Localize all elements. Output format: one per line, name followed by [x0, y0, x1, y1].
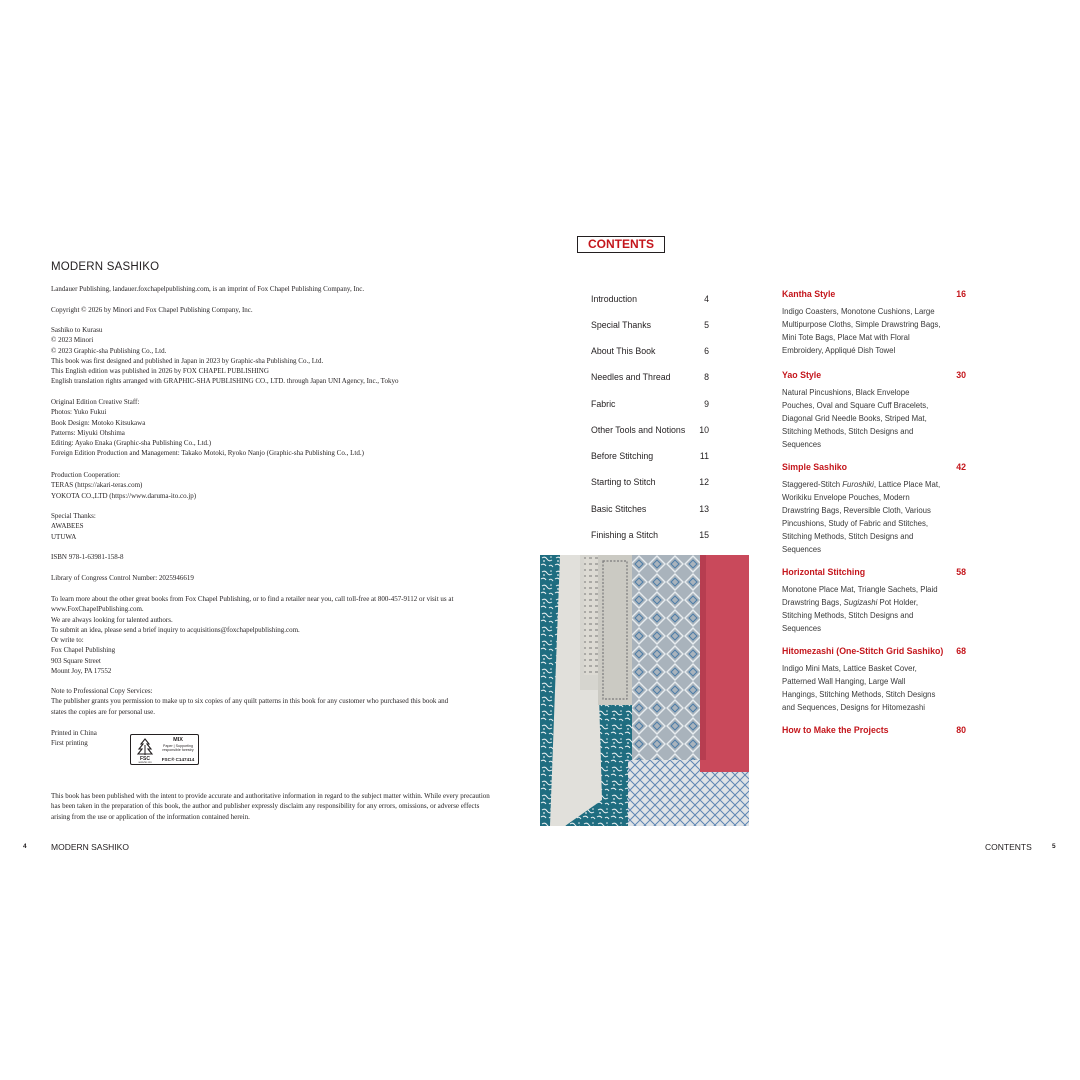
- original-edition-block: Sashiko to Kurasu © 2023 Minori © 2023 Graphic-sha Publishing Co., Ltd. This book was first designed and published in Japan in 2023 by Graphic-sha Publishing Co., Ltd. This English edition was published in 2026 by FOX CHAPEL PUBLISHING English translation rights arranged with GRAPHIC-SHA PUBLISHING CO., LTD. through Japan UNI Agency, Inc., Tokyo: [51, 326, 399, 386]
- section-title: Simple Sashiko: [782, 462, 848, 472]
- section-description: Indigo Mini Mats, Lattice Basket Cover, Patterned Wall Hanging, Large Wall Hangings, Stitching Methods, Stitch Designs and Sequences, Designs for Hitomezashi: [782, 664, 936, 712]
- toc-entry: Needles and Thread 8: [591, 372, 709, 382]
- staff-block: Original Edition Creative Staff: Photos: Yuko Fukui Book Design: Motoko Kitsukawa Patterns: Miyuki Ohshima Editing: Ayako Enaka (Graphic-sha Publishing Co., Ltd.) Foreign Edition Production and Management: Takako Motoki, Ryoko Nanjo (Graphic-sha Publishing Co., Ltd.): [51, 398, 364, 458]
- toc-entry: Finishing a Stitch 15: [591, 530, 709, 540]
- toc-section-horizontal-stitching: [782, 567, 966, 635]
- section-description: Staggered-Stitch Furoshiki, Lattice Place Mat, Worikiku Envelope Pouches, Modern Drawstring Bags, Reversible Cloth, Various Pincushions, Study of Fabric and Stitches, Stitching Methods, Stitch Designs and Sequences: [782, 480, 941, 554]
- fsc-logo: [130, 734, 199, 765]
- toc-entry: Introduction 4: [591, 294, 709, 304]
- section-description: Monotone Place Mat, Triangle Sachets, Plaid Drawstring Bags, Sugizashi Pot Holder, Stitching Methods, Stitch Designs and Sequences: [782, 585, 938, 633]
- section-page: 42: [956, 462, 966, 472]
- copyright-line: Copyright © 2026 by Minori and Fox Chapel Publishing Company, Inc.: [51, 306, 253, 314]
- section-title: Horizontal Stitching: [782, 567, 866, 577]
- copy-services-block: Note to Professional Copy Services: The publisher grants you permission to make up to six copies of any quilt patterns in this book for any customer who purchased this book and states the copies are for personal use.: [51, 687, 449, 716]
- disclaimer: This book has been published with the intent to provide accurate and authoritative information in regard to the subject matter within. While every precaution has been taken in the preparation of this book, the author and publisher expressly disclaim any responsibility for any errors, omissions, or adverse effects arising from the use or application of the information contained herein.: [51, 792, 490, 821]
- special-thanks-block: Special Thanks: AWABEES UTUWA: [51, 512, 96, 541]
- section-description: Indigo Coasters, Monotone Cushions, Large Multipurpose Cloths, Simple Drawstring Bags, Mini Tote Bags, Place Mat with Floral Embroidery, Appliqué Dish Towel: [782, 307, 941, 355]
- printing-block: Printed in China First printing: [51, 729, 97, 748]
- fsc-code: FSC® C147414: [161, 757, 195, 762]
- fsc-mix: MIX: [173, 737, 183, 743]
- section-title: Yao Style: [782, 370, 822, 380]
- section-title: How to Make the Projects: [782, 725, 889, 735]
- section-page: 30: [956, 370, 966, 380]
- section-page: 16: [956, 289, 966, 299]
- toc-section-yao-style: [782, 370, 966, 451]
- sashiko-fabric-photo: [540, 555, 749, 826]
- right-page-number: 5: [1052, 843, 1056, 850]
- isbn: ISBN 978-1-63981-158-8: [51, 553, 124, 561]
- fsc-logo-url: www.fsc.org: [138, 761, 152, 763]
- fsc-tree-icon: [134, 737, 156, 763]
- section-page: 58: [956, 567, 966, 577]
- section-page: 80: [956, 725, 966, 735]
- right-running-footer: CONTENTS: [985, 842, 1032, 852]
- section-page: 68: [956, 646, 966, 656]
- toc-entry: Basic Stitches 13: [591, 504, 709, 514]
- contents-heading: CONTENTS: [577, 236, 665, 253]
- imprint-line: Landauer Publishing, landauer.foxchapelpublishing.com, is an imprint of Fox Chapel Publishing Company, Inc.: [51, 285, 365, 293]
- cooperation-block: Production Cooperation: TERAS (https://akari-teras.com) YOKOTA CO.,LTD (https://www.daruma-ito.co.jp): [51, 471, 197, 500]
- toc-entry: Fabric 9: [591, 399, 709, 409]
- fsc-logo-text: FSC: [140, 756, 150, 762]
- toc-entry: Starting to Stitch 12: [591, 477, 709, 487]
- left-page-number: 4: [23, 843, 27, 850]
- learn-more-block: To learn more about the other great books from Fox Chapel Publishing, or to find a retailer near you, call toll-free at 800-457-9112 or visit us at www.FoxChapelPublishing.com. We are always looking for talented authors. To submit an idea, please send a brief inquiry to acquisitions@foxchapelpublishing.com. Or write to: Fox Chapel Publishing 903 Square Street Mount Joy, PA 17552: [51, 595, 454, 676]
- toc-entry: About This Book 6: [591, 346, 709, 356]
- toc-entry: Special Thanks 5: [591, 320, 709, 330]
- toc-section-how-to-make: [782, 725, 966, 739]
- toc-section-hitomezashi: [782, 646, 966, 714]
- toc-entry: Other Tools and Notions 10: [591, 425, 709, 435]
- book-title: MODERN SASHIKO: [51, 261, 160, 273]
- toc-entry: Before Stitching 11: [591, 451, 709, 461]
- fsc-subtext: Paper | Supporting responsible forestry: [162, 744, 194, 753]
- toc-section-kantha-style: [782, 289, 966, 357]
- left-running-footer: MODERN SASHIKO: [51, 842, 129, 852]
- section-title: Hitomezashi (One-Stitch Grid Sashiko): [782, 646, 944, 656]
- lccn: Library of Congress Control Number: 2025946619: [51, 574, 194, 582]
- section-title: Kantha Style: [782, 289, 836, 299]
- toc-section-simple-sashiko: [782, 462, 966, 556]
- section-description: Natural Pincushions, Black Envelope Pouches, Oval and Square Cuff Bracelets, Diagonal Grid Needle Books, Striped Mat, Stitching Methods, Stitch Designs and Sequences: [782, 388, 929, 449]
